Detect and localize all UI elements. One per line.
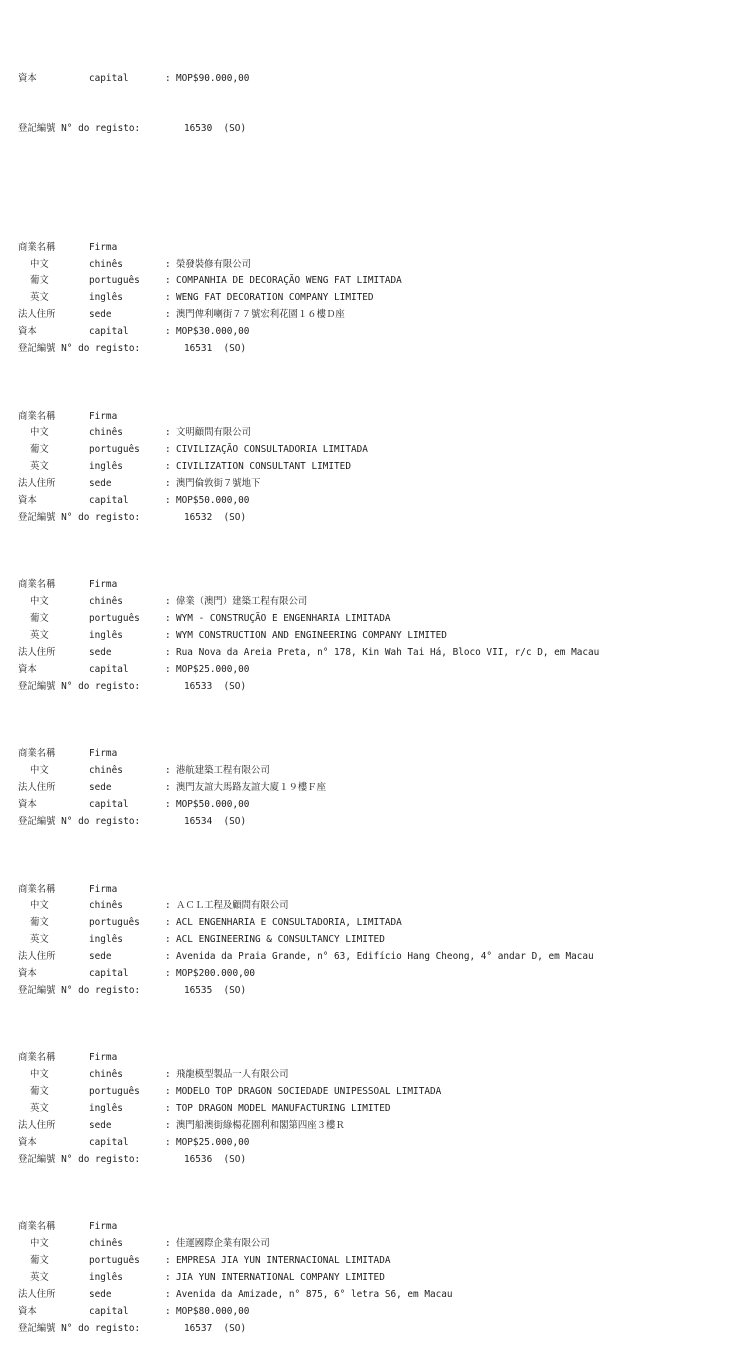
sede-pt-label: sede — [89, 1288, 112, 1300]
capital-row — [18, 1135, 723, 1152]
sede-zh-label: 法人住所 — [18, 647, 56, 659]
colon: : — [165, 1069, 171, 1081]
chines-row — [18, 425, 723, 442]
firma-pt-label: Firma — [89, 1221, 118, 1233]
colon: : — [165, 292, 171, 304]
colon: : — [165, 647, 171, 659]
firma-row — [18, 1050, 723, 1067]
entry-spacer — [18, 358, 723, 409]
sede-pt-label: sede — [89, 782, 112, 794]
ingles-pt-label: inglês — [89, 630, 123, 642]
portugues-pt-label: português — [89, 275, 140, 287]
chines-zh-label: 中文 — [30, 427, 49, 439]
firma-row — [18, 882, 723, 899]
portugues-zh-label: 葡文 — [30, 275, 49, 287]
colon: : — [165, 444, 171, 456]
sede-pt-label: sede — [89, 478, 112, 490]
portugues-value: ACL ENGENHARIA E CONSULTADORIA, LIMITADA — [176, 917, 402, 929]
chines-zh-label: 中文 — [30, 1238, 49, 1250]
capital-pt-label: capital — [89, 799, 129, 811]
firma-row — [18, 746, 723, 763]
entry-spacer — [18, 527, 723, 578]
ingles-zh-label: 英文 — [30, 934, 49, 946]
chines-zh-label: 中文 — [30, 900, 49, 912]
portugues-row — [18, 1253, 723, 1270]
sede-row — [18, 476, 723, 493]
colon: : — [165, 1255, 171, 1267]
chines-value: 佳運國際企業有限公司 — [176, 1238, 270, 1250]
firma-pt-label: Firma — [89, 579, 118, 591]
chines-value: 榮發裝修有限公司 — [176, 258, 252, 270]
colon: : — [165, 427, 171, 439]
ingles-zh-label: 英文 — [30, 1103, 49, 1115]
firma-zh-label: 商業名稱 — [18, 883, 56, 895]
portugues-pt-label: português — [89, 1255, 140, 1267]
capital-row — [18, 797, 723, 814]
ingles-value: ACL ENGINEERING & CONSULTANCY LIMITED — [176, 934, 385, 946]
colon: : — [165, 1272, 171, 1284]
sede-value: 澳門友誼大馬路友誼大廈１９樓Ｆ座 — [176, 782, 327, 794]
colon: : — [165, 613, 171, 625]
colon: : — [165, 934, 171, 946]
colon: : — [165, 1086, 171, 1098]
company-entry — [18, 882, 723, 1000]
registo-value: 16535 (SO) — [184, 984, 247, 996]
capital-zh-label: 資本 — [18, 72, 37, 84]
sede-pt-label: sede — [89, 647, 112, 659]
capital-row — [18, 493, 723, 510]
registo-label: 登記編號 N° do registo: — [18, 342, 141, 354]
colon: : — [165, 900, 171, 912]
firma-zh-label: 商業名稱 — [18, 1221, 56, 1233]
colon: : — [165, 1238, 171, 1250]
sede-row — [18, 307, 723, 324]
portugues-row — [18, 915, 723, 932]
chines-row — [18, 1236, 723, 1253]
company-entry — [18, 1219, 723, 1337]
ingles-value: WENG FAT DECORATION COMPANY LIMITED — [176, 292, 374, 304]
colon: : — [165, 1288, 171, 1300]
capital-value: MOP$30.000,00 — [176, 326, 250, 338]
portugues-pt-label: português — [89, 613, 140, 625]
firma-row — [18, 240, 723, 257]
capital-value: MOP$50.000,00 — [176, 799, 250, 811]
ingles-pt-label: inglês — [89, 1272, 123, 1284]
portugues-value: COMPANHIA DE DECORAÇÃO WENG FAT LIMITADA — [176, 275, 402, 287]
colon: : — [165, 309, 171, 321]
sede-value: 澳門俾利喇街７７號宏利花園１６樓Ｄ座 — [176, 309, 345, 321]
colon: : — [165, 663, 171, 675]
chines-zh-label: 中文 — [30, 1069, 49, 1081]
chines-row — [18, 898, 723, 915]
ingles-zh-label: 英文 — [30, 461, 49, 473]
capital-value: MOP$50.000,00 — [176, 495, 250, 506]
colon: : — [165, 967, 171, 979]
colon: : — [165, 258, 171, 270]
ingles-zh-label: 英文 — [30, 292, 49, 304]
capital-zh-label: 資本 — [18, 1136, 37, 1148]
colon: : — [165, 1103, 171, 1115]
chines-value: ＡＣＬ工程及顧問有限公司 — [176, 900, 289, 912]
sede-value: Avenida da Praia Grande, n° 63, Edifício Hang Cheong, 4° andar D, em Macau — [176, 951, 594, 963]
sede-zh-label: 法人住所 — [18, 951, 56, 963]
chines-pt-label: chinês — [89, 258, 123, 270]
registo-row — [18, 510, 723, 527]
chines-row — [18, 594, 723, 611]
portugues-row — [18, 1084, 723, 1101]
colon: : — [165, 478, 171, 490]
chines-pt-label: chinês — [89, 427, 123, 439]
registo-value: 16532 (SO) — [184, 511, 247, 523]
registo-value: 16533 (SO) — [184, 680, 247, 692]
ingles-pt-label: inglês — [89, 1103, 123, 1115]
sede-pt-label: sede — [89, 951, 112, 963]
portugues-zh-label: 葡文 — [30, 613, 49, 625]
portugues-row — [18, 611, 723, 628]
portugues-zh-label: 葡文 — [30, 1255, 49, 1267]
portugues-value: CIVILIZAÇÃO CONSULTADORIA LIMITADA — [176, 444, 368, 456]
registo-row — [18, 983, 723, 1000]
entry-spacer — [18, 1169, 723, 1220]
registo-label: 登記編號 N° do registo: — [18, 1322, 141, 1334]
registo-row — [18, 814, 723, 831]
capital-pt-label: capital — [89, 326, 129, 338]
portugues-zh-label: 葡文 — [30, 1086, 49, 1098]
registry-document — [18, 3, 723, 1355]
colon: : — [165, 461, 171, 473]
firma-pt-label: Firma — [89, 748, 118, 760]
colon: : — [165, 951, 171, 963]
sede-zh-label: 法人住所 — [18, 309, 56, 321]
ingles-row — [18, 932, 723, 949]
registo-row — [18, 1321, 723, 1338]
registo-label: 登記編號 N° do registo: — [18, 1153, 141, 1165]
ingles-row — [18, 459, 723, 476]
colon: : — [165, 1305, 171, 1317]
sede-zh-label: 法人住所 — [18, 478, 56, 490]
capital-zh-label: 資本 — [18, 663, 37, 675]
registo-value: 16537 (SO) — [184, 1322, 247, 1334]
ingles-row — [18, 1101, 723, 1118]
registo-row — [18, 341, 723, 358]
ingles-row — [18, 1270, 723, 1287]
capital-pt-label: capital — [89, 967, 129, 979]
firma-zh-label: 商業名稱 — [18, 748, 56, 760]
firma-pt-label: Firma — [89, 883, 118, 895]
firma-zh-label: 商業名稱 — [18, 579, 56, 591]
portugues-value: EMPRESA JIA YUN INTERNACIONAL LIMITADA — [176, 1255, 391, 1267]
portugues-pt-label: português — [89, 917, 140, 929]
portugues-pt-label: português — [89, 444, 140, 456]
colon: : — [165, 799, 171, 811]
ingles-value: WYM CONSTRUCTION AND ENGINEERING COMPANY LIMITED — [176, 630, 447, 642]
chines-value: 偉業（澳門）建築工程有限公司 — [176, 596, 308, 608]
capital-row — [18, 662, 723, 679]
capital-pt-label: capital — [89, 1136, 129, 1148]
portugues-pt-label: português — [89, 1086, 140, 1098]
registo-value: 16531 (SO) — [184, 342, 247, 354]
entries-list — [18, 189, 723, 1338]
chines-value: 文明顧問有限公司 — [176, 427, 252, 439]
ingles-row — [18, 628, 723, 645]
ingles-value: CIVILIZATION CONSULTANT LIMITED — [176, 461, 351, 473]
capital-value: MOP$25.000,00 — [176, 663, 250, 675]
registo-label: 登記編號 N° do registo: — [18, 511, 141, 523]
company-entry — [18, 577, 723, 695]
chines-value: 港航建築工程有限公司 — [176, 765, 270, 777]
company-entry — [18, 240, 723, 358]
colon: : — [165, 917, 171, 929]
registo-label: 登記編號 N° do registo: — [18, 984, 141, 996]
capital-row — [18, 1304, 723, 1321]
chines-row — [18, 257, 723, 274]
sede-zh-label: 法人住所 — [18, 782, 56, 794]
ingles-pt-label: inglês — [89, 934, 123, 946]
capital-row — [18, 71, 723, 88]
colon: : — [165, 72, 171, 84]
chines-row — [18, 1067, 723, 1084]
entry-spacer — [18, 1000, 723, 1051]
chines-zh-label: 中文 — [30, 596, 49, 608]
colon: : — [165, 1120, 171, 1132]
colon: : — [165, 275, 171, 287]
firma-pt-label: Firma — [89, 241, 118, 253]
registo-value: 16534 (SO) — [184, 815, 247, 827]
chines-zh-label: 中文 — [30, 258, 49, 270]
registo-row — [18, 121, 723, 138]
registo-value: 16536 (SO) — [184, 1153, 247, 1165]
sede-row — [18, 1118, 723, 1135]
company-entry — [18, 1050, 723, 1168]
capital-pt-label: capital — [89, 72, 129, 84]
colon: : — [165, 326, 171, 338]
sede-value: 澳門倫敦街７號地下 — [176, 478, 261, 490]
chines-row — [18, 763, 723, 780]
ingles-value: JIA YUN INTERNATIONAL COMPANY LIMITED — [176, 1272, 385, 1284]
chines-pt-label: chinês — [89, 1238, 123, 1250]
sede-pt-label: sede — [89, 1120, 112, 1132]
firma-zh-label: 商業名稱 — [18, 410, 56, 422]
ingles-pt-label: inglês — [89, 461, 123, 473]
sede-row — [18, 645, 723, 662]
firma-row — [18, 409, 723, 426]
portugues-row — [18, 442, 723, 459]
registo-label: 登記編號 N° do registo: — [18, 123, 141, 135]
ingles-zh-label: 英文 — [30, 1272, 49, 1284]
sede-value: Rua Nova da Areia Preta, n° 178, Kin Wah Tai Há, Bloco VII, r/c D, em Macau — [176, 647, 600, 659]
capital-value: MOP$90.000,00 — [176, 72, 250, 84]
registo-row — [18, 1152, 723, 1169]
capital-zh-label: 資本 — [18, 967, 37, 979]
capital-value: MOP$200.000,00 — [176, 967, 256, 979]
capital-pt-label: capital — [89, 663, 129, 675]
firma-pt-label: Firma — [89, 410, 118, 422]
ingles-pt-label: inglês — [89, 292, 123, 304]
portugues-value: WYM - CONSTRUÇÃO E ENGENHARIA LIMITADA — [176, 613, 391, 625]
company-entry — [18, 746, 723, 830]
firma-zh-label: 商業名稱 — [18, 1052, 56, 1064]
sede-row — [18, 1287, 723, 1304]
capital-value: MOP$80.000,00 — [176, 1305, 250, 1317]
capital-pt-label: capital — [89, 495, 129, 506]
capital-zh-label: 資本 — [18, 1305, 37, 1317]
capital-row — [18, 966, 723, 983]
portugues-zh-label: 葡文 — [30, 444, 49, 456]
chines-value: 飛龍模型製品一人有限公司 — [176, 1069, 289, 1081]
colon: : — [165, 495, 171, 506]
sede-row — [18, 949, 723, 966]
firma-row — [18, 577, 723, 594]
capital-zh-label: 資本 — [18, 495, 37, 506]
ingles-value: TOP DRAGON MODEL MANUFACTURING LIMITED — [176, 1103, 391, 1115]
sede-value: 澳門船澳街綠楊花園利和閣第四座３樓Ｒ — [176, 1120, 345, 1132]
capital-pt-label: capital — [89, 1305, 129, 1317]
sede-zh-label: 法人住所 — [18, 1288, 56, 1300]
capital-value: MOP$25.000,00 — [176, 1136, 250, 1148]
company-entry — [18, 409, 723, 527]
portugues-value: MODELO TOP DRAGON SOCIEDADE UNIPESSOAL LIMITADA — [176, 1086, 442, 1098]
colon: : — [165, 782, 171, 794]
sede-row — [18, 780, 723, 797]
registo-value: 16530 (SO) — [184, 123, 247, 135]
registo-label: 登記編號 N° do registo: — [18, 680, 141, 692]
capital-zh-label: 資本 — [18, 326, 37, 338]
chines-pt-label: chinês — [89, 765, 123, 777]
chines-pt-label: chinês — [89, 1069, 123, 1081]
colon: : — [165, 765, 171, 777]
portugues-row — [18, 273, 723, 290]
ingles-row — [18, 290, 723, 307]
firma-row — [18, 1219, 723, 1236]
sede-value: Avenida da Amizade, n° 875, 6° letra S6, em Macau — [176, 1288, 453, 1300]
chines-pt-label: chinês — [89, 596, 123, 608]
capital-row — [18, 324, 723, 341]
entry-spacer — [18, 831, 723, 882]
colon: : — [165, 630, 171, 642]
portugues-zh-label: 葡文 — [30, 917, 49, 929]
ingles-zh-label: 英文 — [30, 630, 49, 642]
capital-zh-label: 資本 — [18, 799, 37, 811]
chines-zh-label: 中文 — [30, 765, 49, 777]
firma-pt-label: Firma — [89, 1052, 118, 1064]
colon: : — [165, 596, 171, 608]
sede-pt-label: sede — [89, 309, 112, 321]
entry-spacer — [18, 189, 723, 240]
sede-zh-label: 法人住所 — [18, 1120, 56, 1132]
registo-row — [18, 679, 723, 696]
firma-zh-label: 商業名稱 — [18, 241, 56, 253]
colon: : — [165, 1136, 171, 1148]
chines-pt-label: chinês — [89, 900, 123, 912]
entry-spacer — [18, 696, 723, 747]
registo-label: 登記編號 N° do registo: — [18, 815, 141, 827]
